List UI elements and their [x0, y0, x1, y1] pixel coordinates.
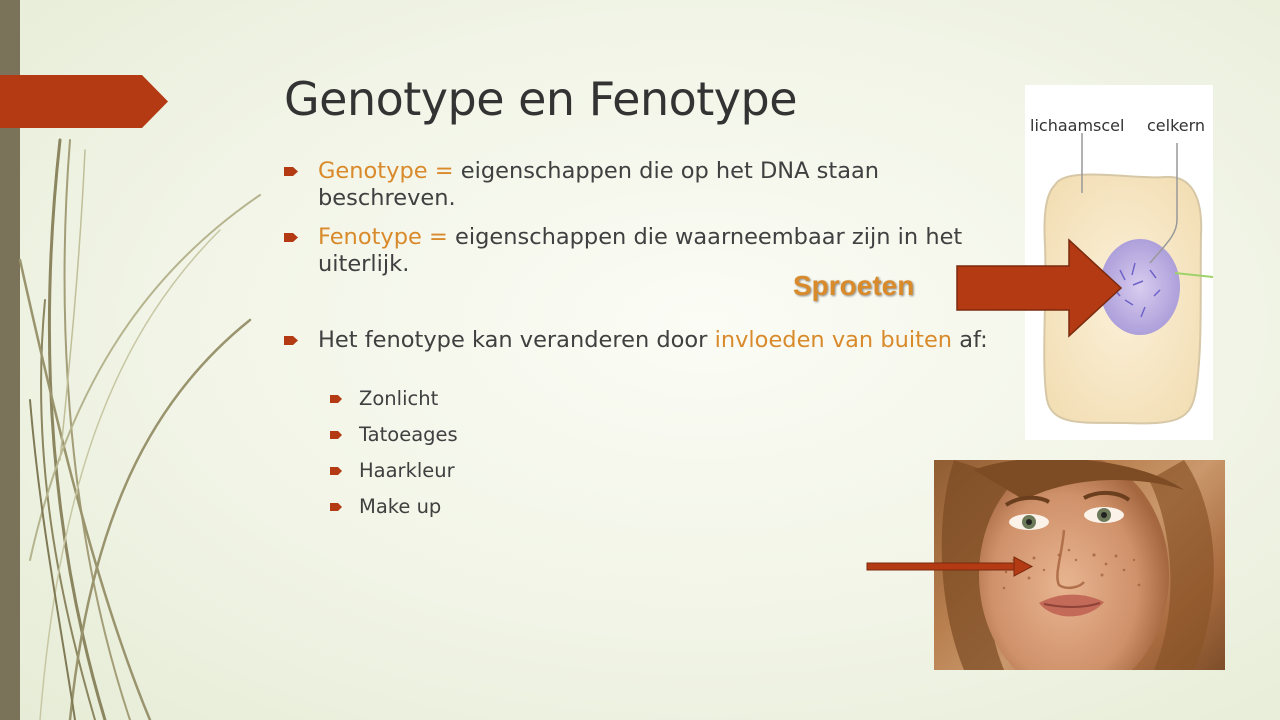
right-arrow-icon — [955, 238, 1123, 338]
arrow-bullet-icon — [284, 336, 298, 345]
influences-highlight: invloeden van buiten — [714, 327, 953, 353]
influences-text-post: af: — [952, 327, 988, 353]
title-tab-shape — [0, 75, 168, 128]
bullet-genotype — [284, 158, 1014, 224]
slide-title: Genotype en Fenotype — [284, 72, 798, 126]
sub-bullet-label: Make up — [359, 495, 442, 518]
sub-bullet-label: Zonlicht — [359, 387, 439, 410]
arrow-bullet-icon — [330, 503, 342, 511]
arrow-bullet-icon — [284, 167, 298, 176]
label-celkern: celkern — [1147, 116, 1206, 135]
sub-bullet-label: Tatoeages — [359, 423, 458, 446]
influences-text-pre: Het fenotype kan veranderen door — [318, 327, 715, 353]
arrow-bullet-icon — [330, 467, 342, 475]
arrow-bullet-icon — [284, 233, 298, 242]
sub-bullet-label: Haarkleur — [359, 459, 455, 482]
arrow-bullet-icon — [330, 431, 342, 439]
sub-bullet-zonlicht — [284, 387, 1014, 423]
term-genotype: Genotype = — [318, 158, 454, 184]
term-fenotype: Fenotype = — [318, 224, 448, 250]
bullet-influences — [284, 327, 1018, 387]
bullet-list — [284, 158, 1014, 531]
freckles-pointer-arrow-icon — [866, 555, 1036, 577]
sub-bullet-tatoeages — [284, 423, 1014, 459]
sproeten-label: Sproeten — [793, 270, 915, 301]
arrow-bullet-icon — [330, 395, 342, 403]
label-lichaamscel: lichaamscel — [1030, 116, 1125, 135]
definition-genotype: eigenschappen die op het DNA staan beschreven. — [318, 158, 880, 211]
sub-bullet-haarkleur — [284, 459, 1014, 495]
definition-fenotype: eigenschappen die waarneembaar zijn in het uiterlijk. — [318, 224, 963, 277]
sub-bullet-make-up — [284, 495, 1014, 531]
